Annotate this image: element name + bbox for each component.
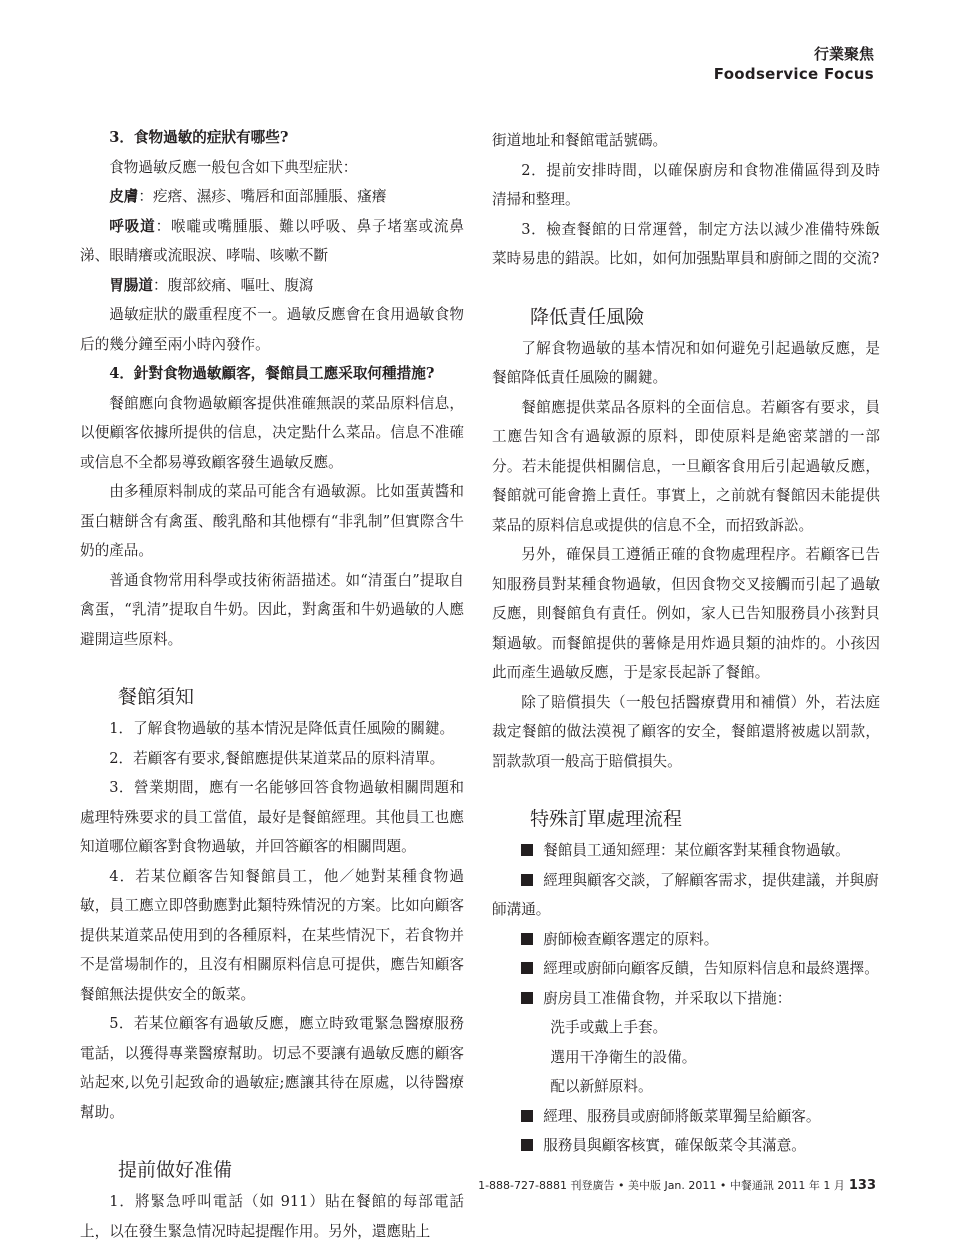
symptom-label: 皮膚 [109, 188, 139, 205]
paragraph-continued: 街道地址和餐館電話號碼。 [492, 132, 668, 149]
paragraph: 食物過敏反應一般包含如下典型症狀： [109, 158, 358, 176]
bullet-square-icon [521, 933, 533, 945]
symptom-label: 胃腸道 [109, 276, 153, 294]
list-item: 1．將緊急呼叫電話（如 911）貼在餐館的每部電話上，以在發生緊急情况時起提醒作用。另外，還應貼上 [80, 1193, 464, 1240]
page-header [714, 44, 874, 84]
bullet-text: 服務員與顧客核實，確保飯菜令其滿意。 [543, 1137, 806, 1154]
paragraph: 由多種原料制成的菜品可能含有過敏源。比如蛋黃醬和蛋白糖餅含有禽蛋、酸乳酪和其他標有“非乳制”但實際含牛奶的產品。 [80, 483, 464, 559]
section-heading: 降低責任風險 [530, 305, 645, 328]
paragraph: 過敏症狀的嚴重程度不一。過敏反應會在食用過敏食物后的幾分鐘至兩小時內發作。 [80, 306, 464, 353]
bullet-square-icon [521, 962, 533, 974]
list-item: 3．營業期間，應有一名能够回答食物過敏相關問題和處理特殊要求的員工當值，最好是餐館經理。其他員工也應知道哪位顧客對食物過敏，并回答顧客的相關問題。 [80, 779, 464, 855]
paragraph: 餐館應向食物過敏顧客提供准確無誤的菜品原料信息，以便顧客依據所提供的信息，决定點什么菜品。信息不准確或信息不全都易導致顧客發生過敏反應。 [80, 394, 464, 471]
symptom-skin [80, 182, 464, 212]
bullet-item [492, 1131, 880, 1161]
section-heading: 餐館須知 [118, 686, 195, 708]
symptom-text: ：喉嚨或嘴腫脹、難以呼吸、鼻子堵塞或流鼻涕、眼睛癢或流眼淚、哮喘、咳嗽不斷 [80, 217, 464, 264]
bullet-square-icon [521, 1139, 533, 1151]
list-item: 5．若某位顧客有過敏反應，應立時致電緊急醫療服務電話，以獲得專業醫療幫助。切忌不要讓有過敏反應的顧客站起來,以免引起致命的過敏症;應讓其待在原處，以待醫療幫助。 [80, 1015, 464, 1121]
sub-item: 配以新鮮原料。 [550, 1078, 653, 1095]
bullet-text: 經理、服務員或廚師將飯菜單獨呈給顧客。 [543, 1107, 821, 1125]
bullet-item [492, 925, 880, 955]
symptom-text: ：疙瘩、濕疹、嘴唇和面部腫脹、瘙癢 [138, 188, 387, 205]
question-3-heading: 3．食物過敏的症狀有哪些? [109, 129, 289, 146]
bullet-square-icon [521, 844, 533, 856]
list-item: 1．了解食物過敏的基本情況是降低責任風險的關鍵。 [109, 720, 455, 737]
sub-item: 洗手或戴上手套。 [550, 1019, 668, 1036]
paragraph: 除了賠償損失（一般包括醫療費用和補償）外，若法庭裁定餐館的做法漠視了顧客的安全，餐館還將被處以罰款，罰款款項一般高于賠償損失。 [492, 693, 880, 770]
symptom-text: ：腹部絞痛、嘔吐、腹瀉 [152, 276, 314, 294]
section-title-zh: 行業聚焦 [813, 45, 874, 63]
paragraph: 了解食物過敏的基本情况和如何避免引起過敏反應，是餐館降低責任風險的關鍵。 [492, 339, 880, 386]
bullet-square-icon [521, 1110, 533, 1122]
section-heading: 特殊訂單處理流程 [530, 808, 683, 830]
right-column [492, 126, 880, 1161]
list-item: 3．檢查餐館的日常運營，制定方法以減少准備特殊飯菜時易患的錯誤。比如，如何加强點單員和廚師之間的交流? [492, 220, 880, 267]
page-footer [478, 1178, 876, 1194]
page-number: 133 [848, 1178, 876, 1193]
bullet-item [492, 1102, 880, 1132]
bullet-text: 經理或廚師向顧客反饋，告知原料信息和最終選擇。 [543, 960, 879, 977]
section-heading: 提前做好准備 [118, 1159, 233, 1181]
paragraph: 餐館應提供菜品各原料的全面信息。若顧客有要求，員工應告知含有過敏源的原料，即使原料是絶密菜譜的一部分。若未能提供相關信息，一旦顧客食用后引起過敏反應，餐館就可能會擔上責任。事實上，之前就有餐館因未能提供菜品的原料信息或提供的信息不全，而招致訴訟。 [492, 398, 880, 534]
bullet-text: 經理與顧客交談，了解顧客需求，提供建議，并與廚師溝通。 [492, 871, 879, 918]
question-4-heading: 4．針對食物過敏顧客，餐館員工應采取何種措施? [109, 365, 435, 382]
left-column [80, 123, 464, 1246]
list-item: 4．若某位顧客告知餐館員工，他／她對某種食物過敏，員工應立即啓動應對此類特殊情況的方案。比如向顧客提供某道菜品使用到的各種原料，在某些情況下，若食物并不是當場制作的，且沒有相關原料信息可提供，應告知顧客餐館無法提供安全的飯菜。 [80, 867, 464, 1003]
list-item: 2．提前安排時間，以確保廚房和食物准備區得到及時清掃和整理。 [492, 161, 880, 208]
bullet-square-icon [521, 992, 533, 1004]
bullet-item [492, 836, 880, 866]
sub-item: 選用干净衛生的設備。 [550, 1048, 697, 1066]
bullet-text: 廚師檢查顧客選定的原料。 [543, 930, 719, 948]
bullet-text: 餐館員工通知經理：某位顧客對某種食物過敏。 [543, 842, 850, 859]
symptom-digestive [80, 271, 464, 301]
bullet-item [492, 984, 880, 1014]
symptom-respiratory [80, 212, 464, 271]
bullet-item [492, 866, 880, 925]
paragraph: 普通食物常用科學或技術術語描述。如“清蛋白”提取自禽蛋，“乳清”提取自牛奶。因此，對禽蛋和牛奶過敏的人應避開這些原料。 [80, 571, 464, 648]
symptom-label: 呼吸道 [109, 217, 156, 235]
bullet-item [492, 954, 880, 984]
bullet-text: 廚房員工准備食物，并采取以下措施： [543, 989, 792, 1007]
footer-text: 1-888-727-8881 刊登廣告 • 美中版 Jan. 2011 • 中餐通訊 2011 年 1 月 [478, 1179, 845, 1192]
section-title-en: Foodservice Focus [713, 65, 874, 83]
bullet-square-icon [521, 874, 533, 886]
paragraph: 另外，確保員工遵循正確的食物處理程序。若顧客已告知服務員對某種食物過敏，但因食物交叉接觸而引起了過敏反應，則餐館負有責任。例如，家人已告知服務員小孩對貝類過敏。而餐館提供的薯條是用炸過貝類的油炸的。小孩因此而產生過敏反應，于是家長起訴了餐館。 [492, 546, 880, 681]
list-item: 2．若顧客有要求,餐館應提供某道菜品的原料清單。 [109, 749, 445, 767]
